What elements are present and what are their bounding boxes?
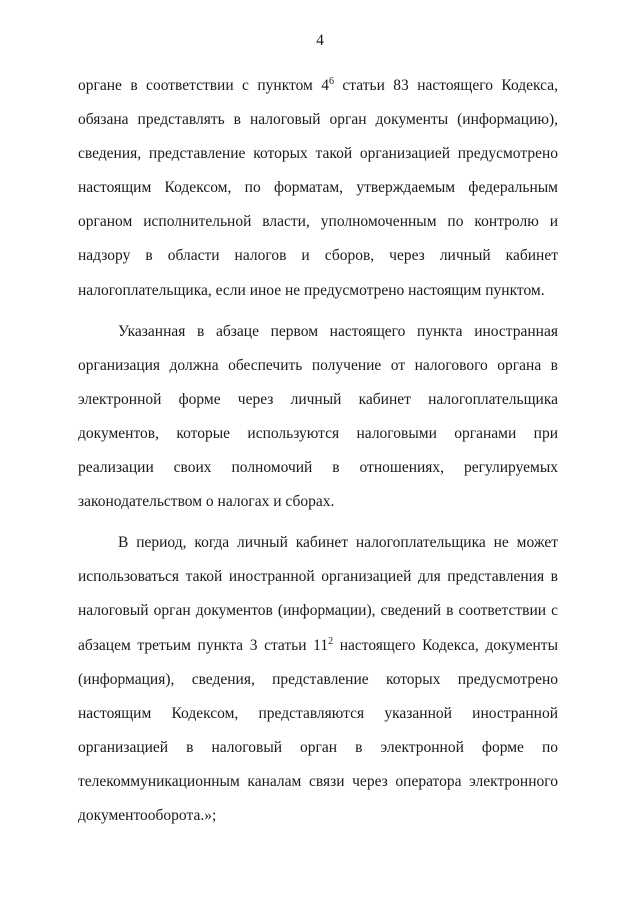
paragraph-second: Указанная в абзаце первом настоящего пункта иностранная организация должна обеспечить получение от налогового органа в электронной форме через личный кабинет налогоплательщика документов, которые используются налоговыми органами при реализации своих полномочий в отношениях, регулируемых законодательством о налогах и сборах. [78, 322, 558, 511]
superscript-index: 6 [329, 76, 335, 87]
text-run: В период, когда личный кабинет налогоплательщика не может использоваться такой иностранной организацией для представления в налоговый орган документов (информации), сведений в соответствии с абзацем третьим пункта 3 статьи 11 [78, 534, 558, 654]
text-run: органе в соответствии с пунктом 4 [78, 77, 330, 94]
page-number: 4 [316, 32, 324, 49]
document-body [78, 69, 558, 840]
text-run: статьи 83 настоящего Кодекса, обязана представлять в налоговый орган документы (информацию), сведения, представление которых такой организацией предусмотрено настоящим Кодексом, по форматам, утверждаемым федеральным органом исполнительной власти, уполномоченным по контролю и надзору в области налогов и сборов, через личный кабинет налогоплательщика, если иное не предусмотрено настоящим пунктом. [78, 77, 558, 299]
text-run: настоящего Кодекса, документы (информация), сведения, представление которых предусмотрено настоящим Кодексом, представляются указанной иностранной организацией в налоговый орган в электронной форме по телекоммуникационным каналам связи через оператора электронного документооборота.»; [78, 636, 558, 824]
superscript-index: 2 [328, 635, 334, 647]
paragraph-continuation [78, 69, 558, 308]
paragraph-third [78, 526, 558, 833]
